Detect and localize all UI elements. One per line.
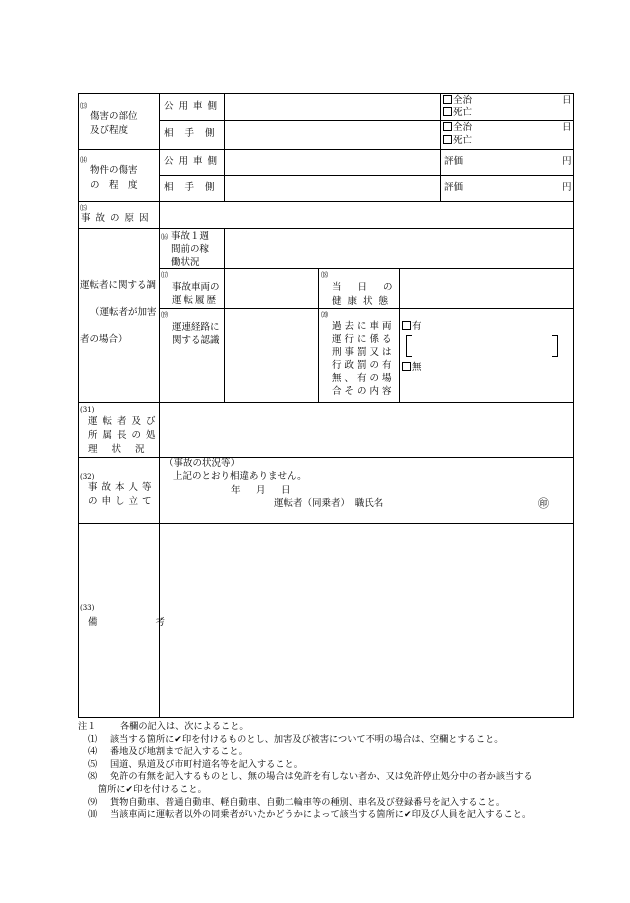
- note-text: 該当する箇所に✔印を付けるものとし、加害及び被害について不明の場合は、空欄とすること。: [110, 733, 504, 745]
- handling-label-text: 運転者及び: [88, 416, 161, 427]
- checkbox-icon[interactable]: [402, 362, 411, 371]
- border-right: [573, 93, 574, 718]
- note-text: 免許の有無を記入するものとし、無の場合は免許を有しない者か、又は免許停止処分中の者か該当する: [110, 771, 533, 783]
- penalty-detail-bracket[interactable]: [406, 335, 558, 357]
- other-side-label: 相手側: [164, 182, 226, 193]
- penalty-label: 合その内容: [332, 386, 395, 397]
- penalty-label: 運行に係る: [332, 334, 395, 345]
- item-number: (32): [80, 473, 95, 481]
- note-item: [78, 746, 598, 759]
- item-number: (33): [80, 604, 95, 612]
- accident-report-form: [78, 93, 574, 718]
- divider: [78, 523, 574, 524]
- penalty-label: 行政罰の有: [332, 360, 395, 371]
- yen-unit: 円: [562, 182, 572, 193]
- work-label: 働状況: [171, 257, 200, 268]
- form-notes: [78, 721, 598, 822]
- checkbox-icon[interactable]: [402, 321, 411, 330]
- divider: [318, 268, 319, 402]
- item-number: ⒅: [321, 271, 328, 279]
- statement-heading: （事故の状況等）: [164, 458, 241, 469]
- health-label-line1: [332, 281, 409, 294]
- note-label: ⑽: [88, 809, 98, 821]
- note-label: ⑷: [88, 746, 98, 758]
- yen-unit: 円: [562, 156, 572, 167]
- divider: [78, 402, 574, 403]
- divider: [159, 268, 574, 269]
- handling-label-line2: [88, 429, 161, 442]
- note-item: [78, 759, 598, 772]
- property-label-line2: [90, 179, 156, 192]
- note-item-continued: [78, 784, 598, 797]
- day-unit: 日: [562, 95, 572, 106]
- property-label-text: 物件の傷害: [90, 165, 138, 176]
- divider: [78, 149, 574, 150]
- injury-label-text: 及び程度: [90, 125, 129, 136]
- border-bottom: [78, 717, 574, 718]
- item-number: ⒆: [161, 311, 168, 319]
- item-number: ⒁: [80, 156, 87, 164]
- note-text: 番地及び地割まで記入すること。: [110, 746, 248, 758]
- driver-section-label: 者の場合）: [80, 334, 128, 345]
- item-number: ⒂: [80, 204, 87, 212]
- handling-label-text: 所属長の処: [88, 430, 161, 441]
- full-recovery-option[interactable]: [443, 122, 472, 134]
- item-number: ⒀: [80, 102, 87, 110]
- note-text: 箇所に✔印を付けること。: [98, 783, 207, 795]
- evaluation-label: 評価: [444, 182, 464, 193]
- statement-signer: 運転者（同乗者） 職氏名: [274, 498, 384, 509]
- health-label-line2: [332, 295, 396, 308]
- penalty-label: 刑事罰又は: [332, 347, 395, 358]
- history-label: 事故車両の: [172, 282, 220, 293]
- own-side-label: 公用車側: [164, 156, 223, 167]
- health-label-text: 健康状態: [332, 296, 395, 307]
- route-label: 関する認識: [172, 335, 220, 346]
- divider: [159, 120, 574, 121]
- item-number: ⒄: [161, 271, 168, 279]
- penalty-yes-option[interactable]: [402, 321, 422, 333]
- note-label: ⑸: [88, 758, 98, 770]
- checkbox-icon[interactable]: [443, 107, 452, 116]
- note-label: [88, 784, 98, 797]
- seal-mark: ㊞: [538, 497, 549, 510]
- note-text: 貨物自動車、普通自動車、軽自動車、自動二輪車等の種別、車名及び登録番号を記入すること。: [110, 796, 506, 808]
- border-top: [78, 93, 574, 94]
- property-label-line1: [90, 164, 156, 177]
- statement-label: の申し立て: [88, 496, 156, 507]
- note-item: [78, 809, 598, 822]
- note-text: 国道、県道及び市町村道名等を記入すること。: [110, 758, 303, 770]
- note-label: ⑼: [88, 796, 98, 808]
- notes-header-text: 各欄の記入は、次によること。: [120, 721, 249, 732]
- note-label: ⑻: [88, 771, 98, 783]
- checkbox-icon[interactable]: [443, 95, 452, 104]
- statement-confirmation: 上記のとおり相違ありません。: [173, 471, 307, 482]
- full-recovery-option[interactable]: [443, 95, 472, 107]
- divider: [78, 457, 574, 458]
- handling-label-line3: [88, 443, 159, 456]
- cause-label: 事故の原因: [81, 213, 154, 224]
- no-label: 無: [412, 362, 422, 373]
- remarks-label: 備 考: [88, 617, 170, 628]
- health-label-text: 当日の: [332, 282, 409, 293]
- work-label: 事故１週: [171, 231, 210, 242]
- handling-label-text: 理状況: [88, 444, 159, 455]
- full-recovery-label: 全治: [453, 95, 473, 106]
- work-label: 間前の稼: [171, 244, 210, 255]
- death-option[interactable]: [443, 107, 472, 119]
- note-item: [78, 797, 598, 810]
- history-label: 運転履歴: [172, 295, 219, 306]
- checkbox-icon[interactable]: [443, 122, 452, 131]
- item-number: (31): [80, 406, 95, 414]
- divider: [78, 201, 574, 202]
- divider: [159, 175, 574, 176]
- yes-label: 有: [412, 321, 422, 332]
- death-option[interactable]: [443, 135, 472, 147]
- injury-label-line1: [90, 110, 156, 123]
- driver-section-label: （運転者が加害: [90, 307, 157, 318]
- item-number: ⒇: [321, 311, 328, 319]
- penalty-label: 無、有の場: [332, 373, 395, 384]
- other-side-label: 相手側: [164, 128, 226, 139]
- handling-label-line1: [88, 415, 161, 428]
- note-text: 当該車両に運転者以外の同乗者がいたかどうかによって該当する箇所に✔印及び人員を記入すること。: [110, 809, 532, 821]
- injury-label-text: 傷害の部位: [90, 111, 138, 122]
- statement-date: 年 月 日: [231, 485, 294, 496]
- notes-header-label: 注１: [78, 721, 97, 732]
- border-left: [78, 93, 79, 718]
- injury-label-line2: [90, 124, 156, 137]
- evaluation-label: 評価: [444, 156, 464, 167]
- death-label: 死亡: [453, 107, 473, 118]
- divider: [78, 228, 574, 229]
- penalty-label: 過去に車両: [332, 321, 395, 332]
- notes-header: [78, 721, 598, 734]
- note-item: [78, 734, 598, 747]
- checkbox-icon[interactable]: [443, 135, 452, 144]
- route-label: 運連経路に: [172, 322, 220, 333]
- statement-label: 事故本人等: [88, 482, 156, 493]
- property-label-text: の 程 度: [90, 180, 138, 191]
- driver-section-label: 運転者に関する調: [80, 280, 157, 291]
- note-label: ⑴: [88, 733, 98, 745]
- item-number: ⒃: [161, 233, 168, 241]
- divider: [224, 228, 225, 402]
- note-item: [78, 771, 598, 784]
- own-side-label: 公用車側: [164, 101, 223, 112]
- divider: [440, 93, 441, 201]
- day-unit: 日: [562, 122, 572, 133]
- divider: [159, 308, 574, 309]
- penalty-no-option[interactable]: [402, 362, 422, 374]
- death-label: 死亡: [453, 135, 473, 146]
- full-recovery-label: 全治: [453, 122, 473, 133]
